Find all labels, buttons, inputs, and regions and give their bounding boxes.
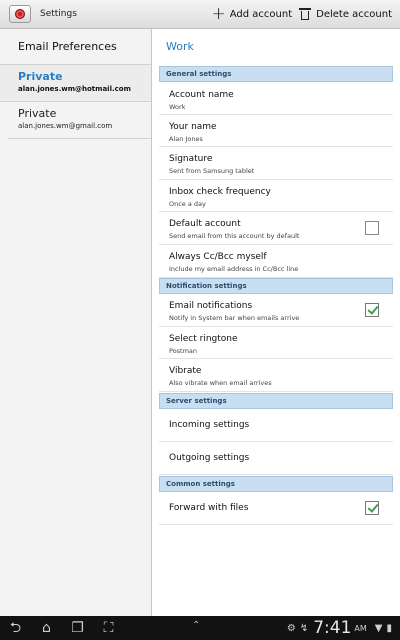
setting-title: Always Cc/Bcc myself <box>169 252 267 262</box>
setting-title: Your name <box>169 122 217 132</box>
setting-account-name[interactable] <box>159 82 393 115</box>
chevron-up-icon[interactable]: ⌃ <box>192 620 201 631</box>
setting-inbox-check-frequency[interactable] <box>159 180 393 212</box>
setting-title: Account name <box>169 90 234 100</box>
email-app-icon[interactable] <box>9 5 31 23</box>
back-icon[interactable]: ⮌ <box>9 620 22 636</box>
setting-select-ringtone[interactable] <box>159 327 393 359</box>
setting-summary: Also vibrate when email arrives <box>169 379 272 387</box>
add-account-label: Add account <box>229 8 293 20</box>
screen-title: Settings <box>40 9 77 19</box>
add-account-button[interactable] <box>211 3 293 24</box>
setting-summary: Once a day <box>169 200 206 208</box>
setting-summary: Postman <box>169 347 198 355</box>
account-email: alan.jones.wm@gmail.com <box>18 122 113 130</box>
delete-account-label: Delete account <box>316 8 392 20</box>
home-icon[interactable]: ⌂ <box>42 620 51 636</box>
status-area[interactable] <box>285 616 394 640</box>
default-account-checkbox[interactable] <box>365 221 379 235</box>
email-notifications-checkbox[interactable] <box>365 303 379 317</box>
setting-title: Inbox check frequency <box>169 187 271 197</box>
accounts-panel <box>0 29 152 616</box>
setting-summary: Notify in System bar when emails arrive <box>169 314 300 322</box>
setting-signature[interactable] <box>159 147 393 180</box>
setting-always-cc-bcc[interactable] <box>159 245 393 278</box>
clock-ampm: AM <box>354 623 367 633</box>
setting-outgoing-settings[interactable] <box>159 442 393 475</box>
setting-summary: Work <box>169 103 186 111</box>
account-name: Private <box>18 70 63 83</box>
setting-vibrate[interactable] <box>159 359 393 392</box>
setting-incoming-settings[interactable] <box>159 409 393 442</box>
section-notification-settings: Notification settings <box>159 278 393 294</box>
setting-summary: Include my email address in Cc/Bcc line <box>169 265 299 273</box>
divider <box>8 138 151 139</box>
app-logo-icon <box>15 9 25 19</box>
setting-default-account[interactable] <box>159 212 393 245</box>
setting-title: Outgoing settings <box>169 453 250 463</box>
screenshot-icon[interactable]: ⛶ <box>103 620 114 636</box>
account-title: Work <box>166 40 194 53</box>
section-general-settings: General settings <box>159 66 393 82</box>
setting-your-name[interactable] <box>159 115 393 147</box>
recent-apps-icon[interactable]: ❐ <box>71 620 84 636</box>
setting-summary: Alan Jones <box>169 135 203 143</box>
forward-with-files-checkbox[interactable] <box>365 501 379 515</box>
plus-icon: + <box>211 3 226 24</box>
account-item-gmail[interactable] <box>0 101 151 138</box>
section-common-settings: Common settings <box>159 476 393 492</box>
action-bar <box>0 0 400 29</box>
wifi-icon: ▼ <box>374 622 383 634</box>
clock: 7:41 <box>313 618 352 638</box>
setting-summary: Send email from this account by default <box>169 232 300 240</box>
usb-icon: ↯ <box>299 622 309 634</box>
account-settings-panel <box>153 29 400 616</box>
delete-account-button[interactable] <box>300 8 392 20</box>
setting-email-notifications[interactable] <box>159 294 393 327</box>
section-server-settings: Server settings <box>159 393 393 409</box>
trash-icon <box>300 8 310 20</box>
setting-summary: Sent from Samsung tablet <box>169 167 255 175</box>
system-bar <box>0 616 400 640</box>
setting-title: Forward with files <box>169 503 249 513</box>
setting-title: Incoming settings <box>169 420 250 430</box>
email-preferences-title[interactable]: Email Preferences <box>18 40 117 53</box>
setting-title: Email notifications <box>169 301 253 311</box>
battery-icon: ▮ <box>386 622 392 634</box>
setting-forward-with-files[interactable] <box>159 492 393 525</box>
account-item-hotmail[interactable] <box>0 64 151 101</box>
setting-title: Signature <box>169 154 213 164</box>
account-email: alan.jones.wm@hotmail.com <box>18 85 131 93</box>
setting-title: Vibrate <box>169 366 202 376</box>
setting-title: Default account <box>169 219 241 229</box>
android-debug-icon: ⚙ <box>286 622 296 634</box>
setting-title: Select ringtone <box>169 334 238 344</box>
account-name: Private <box>18 107 57 120</box>
